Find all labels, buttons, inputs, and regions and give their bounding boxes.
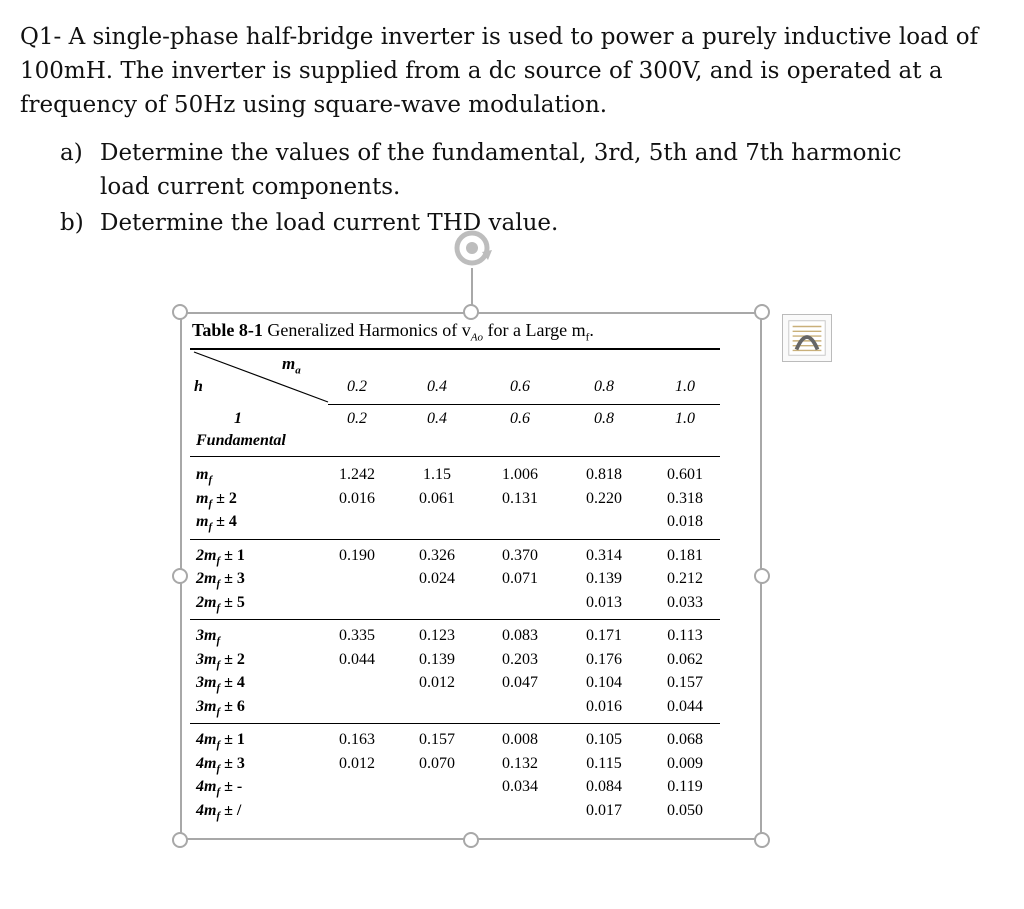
harmonic-label-subscript: f bbox=[216, 739, 221, 752]
harmonic-value: 0.326 bbox=[419, 546, 455, 564]
group-rule bbox=[190, 723, 720, 724]
harmonic-label-subscript: f bbox=[216, 786, 221, 799]
question-text bbox=[20, 20, 1010, 122]
table-title-subscript: Ao bbox=[470, 331, 484, 344]
part-a-line2: load current components. bbox=[100, 174, 401, 200]
harmonic-label-subscript: f bbox=[208, 521, 213, 534]
table-title-tail-subscript: f bbox=[585, 331, 590, 344]
ma-value: 0.2 bbox=[347, 378, 367, 395]
harmonic-value: 1.242 bbox=[339, 466, 375, 483]
harmonic-value: 1.15 bbox=[423, 466, 451, 483]
harmonic-row-label bbox=[196, 674, 245, 694]
harmonic-value: 0.318 bbox=[667, 489, 703, 507]
harmonic-value: 0.008 bbox=[502, 731, 538, 748]
fundamental-value: 0.6 bbox=[510, 410, 530, 427]
harmonic-label-subscript: f bbox=[216, 809, 221, 822]
harmonic-row-label bbox=[196, 513, 237, 533]
harmonic-label-base: 3m bbox=[196, 650, 217, 668]
harmonic-value: 0.370 bbox=[502, 546, 538, 564]
harmonic-label-base: 3m bbox=[196, 674, 217, 691]
table-title-end: . bbox=[589, 320, 594, 340]
harmonic-value: 0.044 bbox=[339, 650, 375, 668]
harmonic-value: 0.119 bbox=[667, 778, 703, 795]
harmonic-value: 0.132 bbox=[502, 754, 538, 772]
harmonic-row-label bbox=[196, 802, 241, 822]
ma-label: m bbox=[282, 354, 296, 373]
ma-subscript: a bbox=[295, 364, 301, 377]
table-title-tail: for a Large m bbox=[483, 320, 586, 340]
harmonic-label-suffix: ± 1 bbox=[220, 546, 245, 564]
harmonic-label-base: 4m bbox=[196, 731, 217, 748]
harmonic-label-subscript: f bbox=[216, 578, 221, 591]
table-title bbox=[192, 320, 594, 344]
ma-value: 1.0 bbox=[675, 378, 695, 395]
harmonic-row-label bbox=[196, 466, 212, 486]
harmonic-value: 0.314 bbox=[586, 546, 622, 564]
harmonic-value: 0.181 bbox=[667, 546, 703, 564]
ma-value: 0.6 bbox=[510, 378, 530, 395]
harmonic-label-base: m bbox=[196, 489, 209, 507]
part-b-label: b) bbox=[60, 210, 84, 236]
harmonic-value: 0.104 bbox=[586, 674, 622, 691]
harmonic-label-base: 2m bbox=[196, 593, 217, 611]
harmonic-value: 0.203 bbox=[502, 650, 538, 668]
part-a-line1: Determine the values of the fundamental, 3rd, 5th and 7th harmonic bbox=[100, 140, 902, 166]
fundamental-label: Fundamental bbox=[196, 432, 286, 449]
harmonic-value: 0.016 bbox=[339, 489, 375, 507]
harmonic-value: 0.105 bbox=[586, 731, 622, 748]
harmonic-label-subscript: f bbox=[216, 658, 221, 671]
table-title-bold: Table 8-1 bbox=[192, 320, 263, 340]
harmonic-row-label bbox=[196, 594, 245, 614]
harmonic-label-subscript: f bbox=[216, 682, 221, 695]
harmonic-label-suffix: ± 3 bbox=[220, 754, 245, 772]
harmonic-label-suffix: ± / bbox=[220, 801, 242, 819]
harmonic-row-label bbox=[196, 731, 245, 751]
harmonic-row-label bbox=[196, 651, 245, 671]
harmonic-value: 0.062 bbox=[667, 650, 703, 668]
harmonic-label-subscript: f bbox=[216, 554, 221, 567]
layout-options-icon[interactable] bbox=[782, 314, 832, 362]
harmonic-label-suffix: ± 2 bbox=[212, 489, 237, 507]
harmonic-row-label bbox=[196, 490, 237, 510]
harmonic-label-base: m bbox=[196, 466, 209, 483]
harmonic-label-subscript: f bbox=[208, 474, 213, 487]
harmonic-value: 0.016 bbox=[586, 697, 622, 715]
group-rule bbox=[190, 539, 720, 540]
harmonic-value: 0.070 bbox=[419, 754, 455, 772]
resize-handle-bottom-left[interactable] bbox=[172, 832, 188, 848]
header-diagonal bbox=[190, 350, 330, 406]
harmonic-value: 0.157 bbox=[667, 674, 703, 691]
harmonic-value: 0.190 bbox=[339, 546, 375, 564]
harmonic-label-suffix: ± 1 bbox=[220, 731, 245, 748]
harmonic-label-base: 2m bbox=[196, 570, 217, 587]
harmonic-label-subscript: f bbox=[216, 635, 221, 648]
harmonic-label-base: 2m bbox=[196, 546, 217, 564]
harmonic-value: 0.115 bbox=[586, 754, 622, 772]
harmonic-label-suffix: ± 5 bbox=[220, 593, 245, 611]
part-a-label: a) bbox=[60, 140, 83, 166]
part-b-line1: Determine the load current THD value. bbox=[100, 210, 559, 236]
harmonic-label-suffix: ± - bbox=[220, 778, 243, 795]
harmonic-value: 0.012 bbox=[339, 754, 375, 772]
harmonic-value: 0.071 bbox=[502, 570, 538, 587]
harmonic-value: 0.013 bbox=[586, 593, 622, 611]
harmonic-value: 0.068 bbox=[667, 731, 703, 748]
harmonic-label-subscript: f bbox=[216, 762, 221, 775]
harmonic-value: 0.171 bbox=[586, 627, 622, 644]
rotate-handle-icon[interactable] bbox=[452, 228, 496, 272]
harmonic-row-label bbox=[196, 547, 245, 567]
harmonic-value: 0.017 bbox=[586, 801, 622, 819]
fundamental-row-label: 1 bbox=[234, 410, 242, 427]
resize-handle-middle-left[interactable] bbox=[172, 568, 188, 584]
harmonic-value: 0.601 bbox=[667, 466, 703, 483]
harmonic-row-label bbox=[196, 755, 245, 775]
harmonic-value: 0.033 bbox=[667, 593, 703, 611]
harmonic-label-subscript: f bbox=[216, 705, 221, 718]
harmonic-label-base: 3m bbox=[196, 627, 217, 644]
resize-handle-middle-right[interactable] bbox=[754, 568, 770, 584]
harmonic-value: 0.034 bbox=[502, 778, 538, 795]
harmonic-label-base: 3m bbox=[196, 697, 217, 715]
harmonic-label-base: 4m bbox=[196, 801, 217, 819]
harmonic-value: 0.024 bbox=[419, 570, 455, 587]
harmonic-label-suffix: ± 2 bbox=[220, 650, 245, 668]
harmonic-value: 0.009 bbox=[667, 754, 703, 772]
harmonic-value: 0.157 bbox=[419, 731, 455, 748]
harmonic-label-base: 4m bbox=[196, 778, 217, 795]
harmonics-table bbox=[190, 318, 726, 830]
resize-handle-bottom-middle[interactable] bbox=[463, 832, 479, 848]
fundamental-rule bbox=[190, 456, 720, 457]
harmonic-value: 0.131 bbox=[502, 489, 538, 507]
header-bottom-rule bbox=[328, 404, 720, 405]
harmonic-label-suffix: ± 3 bbox=[220, 570, 245, 587]
harmonic-value: 0.123 bbox=[419, 627, 455, 644]
question-intro: Q1- A single-phase half-bridge inverter is used to power a purely inductive load of 100mH. The inverter is supplied from a dc source of 300V, and is operated at a frequency of 50Hz using square-wave modulation. bbox=[20, 24, 979, 118]
harmonic-value: 0.335 bbox=[339, 627, 375, 644]
resize-handle-bottom-right[interactable] bbox=[754, 832, 770, 848]
harmonic-value: 0.113 bbox=[667, 627, 703, 644]
harmonic-value: 0.083 bbox=[502, 627, 538, 644]
part-a bbox=[60, 136, 902, 204]
harmonic-row-label bbox=[196, 778, 242, 798]
ma-value: 0.4 bbox=[427, 378, 447, 395]
harmonic-value: 0.084 bbox=[586, 778, 622, 795]
harmonic-label-suffix: ± 6 bbox=[220, 697, 245, 715]
fundamental-value: 0.8 bbox=[594, 410, 614, 427]
table-title-text: Generalized Harmonics of v bbox=[267, 320, 471, 340]
harmonic-value: 1.006 bbox=[502, 466, 538, 483]
resize-handle-top-right[interactable] bbox=[754, 304, 770, 320]
harmonic-value: 0.818 bbox=[586, 466, 622, 483]
ma-value: 0.8 bbox=[594, 378, 614, 395]
harmonic-value: 0.139 bbox=[419, 650, 455, 668]
harmonic-label-base: 4m bbox=[196, 754, 217, 772]
fundamental-value: 0.4 bbox=[427, 410, 447, 427]
fundamental-value: 0.2 bbox=[347, 410, 367, 427]
harmonic-label-subscript: f bbox=[208, 497, 213, 510]
group-rule bbox=[190, 619, 720, 620]
h-header: h bbox=[194, 378, 203, 395]
harmonic-value: 0.061 bbox=[419, 489, 455, 507]
fundamental-value: 1.0 bbox=[675, 410, 695, 427]
harmonic-value: 0.163 bbox=[339, 731, 375, 748]
harmonic-label-subscript: f bbox=[216, 601, 221, 614]
harmonic-label-suffix: ± 4 bbox=[212, 513, 237, 530]
harmonic-value: 0.012 bbox=[419, 674, 455, 691]
harmonic-value: 0.139 bbox=[586, 570, 622, 587]
harmonic-value: 0.212 bbox=[667, 570, 703, 587]
harmonic-value: 0.047 bbox=[502, 674, 538, 691]
harmonic-value: 0.018 bbox=[667, 513, 703, 530]
harmonic-label-base: m bbox=[196, 513, 209, 530]
harmonic-value: 0.044 bbox=[667, 697, 703, 715]
harmonic-value: 0.176 bbox=[586, 650, 622, 668]
harmonic-value: 0.050 bbox=[667, 801, 703, 819]
harmonic-label-suffix: ± 4 bbox=[220, 674, 245, 691]
resize-handle-top-left[interactable] bbox=[172, 304, 188, 320]
harmonic-value: 0.220 bbox=[586, 489, 622, 507]
harmonic-row-label bbox=[196, 698, 245, 718]
harmonic-row-label bbox=[196, 627, 220, 647]
harmonic-row-label bbox=[196, 570, 245, 590]
